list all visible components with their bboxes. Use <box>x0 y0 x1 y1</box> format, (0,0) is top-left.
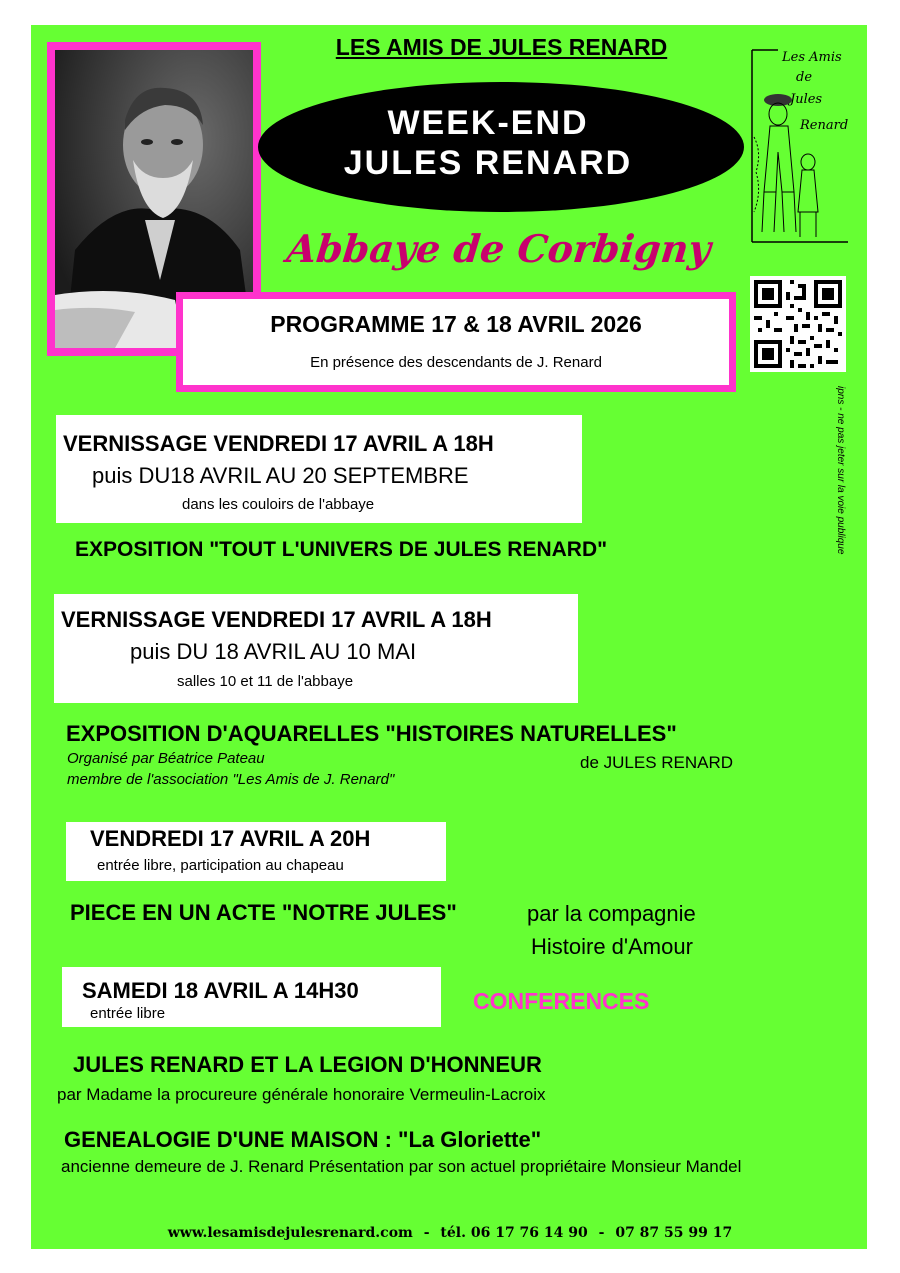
conferences-line2: entrée libre <box>90 1005 166 1022</box>
play-title: PIECE EN UN ACTE "NOTRE JULES" <box>70 900 457 925</box>
expo2-line2: puis DU 18 AVRIL AU 10 MAI <box>130 639 417 664</box>
talk2-speaker: ancienne demeure de J. Renard Présentation par son actuel propriétaire Monsieur Mandel <box>61 1157 742 1176</box>
programme-box <box>176 292 736 392</box>
logo-text-line4: Renard <box>800 118 849 133</box>
play-company1: par la compagnie <box>527 901 696 926</box>
talk1-title: JULES RENARD ET LA LEGION D'HONNEUR <box>73 1052 542 1077</box>
logo-text-line2: de <box>796 70 813 85</box>
programme-presence: En présence des descendants de J. Renard <box>310 354 602 371</box>
expo1-line2: puis DU18 AVRIL AU 20 SEPTEMBRE <box>92 463 469 488</box>
footer-phone-2: 07 87 55 99 17 <box>615 1225 733 1241</box>
talk2-title: GENEALOGIE D'UNE MAISON : "La Gloriette" <box>64 1127 542 1152</box>
talk1-speaker: par Madame la procureure générale honoraire Vermeulin-Lacroix <box>57 1085 546 1104</box>
conferences-line1: SAMEDI 18 AVRIL A 14H30 <box>82 978 359 1003</box>
programme-title: PROGRAMME 17 & 18 AVRIL 2026 <box>270 311 642 337</box>
org-title: LES AMIS DE JULES RENARD <box>335 34 668 60</box>
play-company2: Histoire d'Amour <box>531 934 693 959</box>
expo1-line3: dans les couloirs de l'abbaye <box>182 496 375 513</box>
expo1-line1: VERNISSAGE VENDREDI 17 AVRIL A 18H <box>63 431 494 456</box>
expo2-line1: VERNISSAGE VENDREDI 17 AVRIL A 18H <box>61 607 492 632</box>
conferences-label: CONFERENCES <box>473 988 650 1014</box>
logo-text-line3: Jules <box>790 92 823 107</box>
footer-separator-2: - <box>598 1225 605 1241</box>
play-line1: VENDREDI 17 AVRIL A 20H <box>90 826 371 851</box>
footer-website[interactable]: www.lesamisdejulesrenard.com <box>167 1225 413 1241</box>
logo-text-line1: Les Amis <box>782 50 842 65</box>
qr-pattern <box>750 276 846 372</box>
footer-phone-1: tél. 06 17 76 14 90 <box>440 1225 588 1241</box>
expo2-organiser2: membre de l'association "Les Amis de J. Renard" <box>67 771 395 788</box>
event-title-line2: JULES RENARD <box>343 144 633 182</box>
footer-line <box>100 1225 800 1241</box>
side-note: ipns - ne pas jeter sur la voie publique <box>835 386 846 555</box>
expo2-organiser1: Organisé par Béatrice Pateau <box>67 750 265 767</box>
play-line2: entrée libre, participation au chapeau <box>97 857 344 874</box>
expo2-author: de JULES RENARD <box>580 753 734 772</box>
event-title-line1: WEEK-END <box>387 104 589 142</box>
association-logo <box>748 42 854 274</box>
venue-title: Abbaye de Corbigny <box>284 226 713 271</box>
footer-separator-1: - <box>423 1225 430 1241</box>
expo2-line3: salles 10 et 11 de l'abbaye <box>177 673 354 690</box>
expo1-title: EXPOSITION "TOUT L'UNIVERS DE JULES RENARD" <box>75 538 608 561</box>
expo2-title: EXPOSITION D'AQUARELLES "HISTOIRES NATURELLES" <box>66 721 677 746</box>
qr-code <box>750 276 846 372</box>
